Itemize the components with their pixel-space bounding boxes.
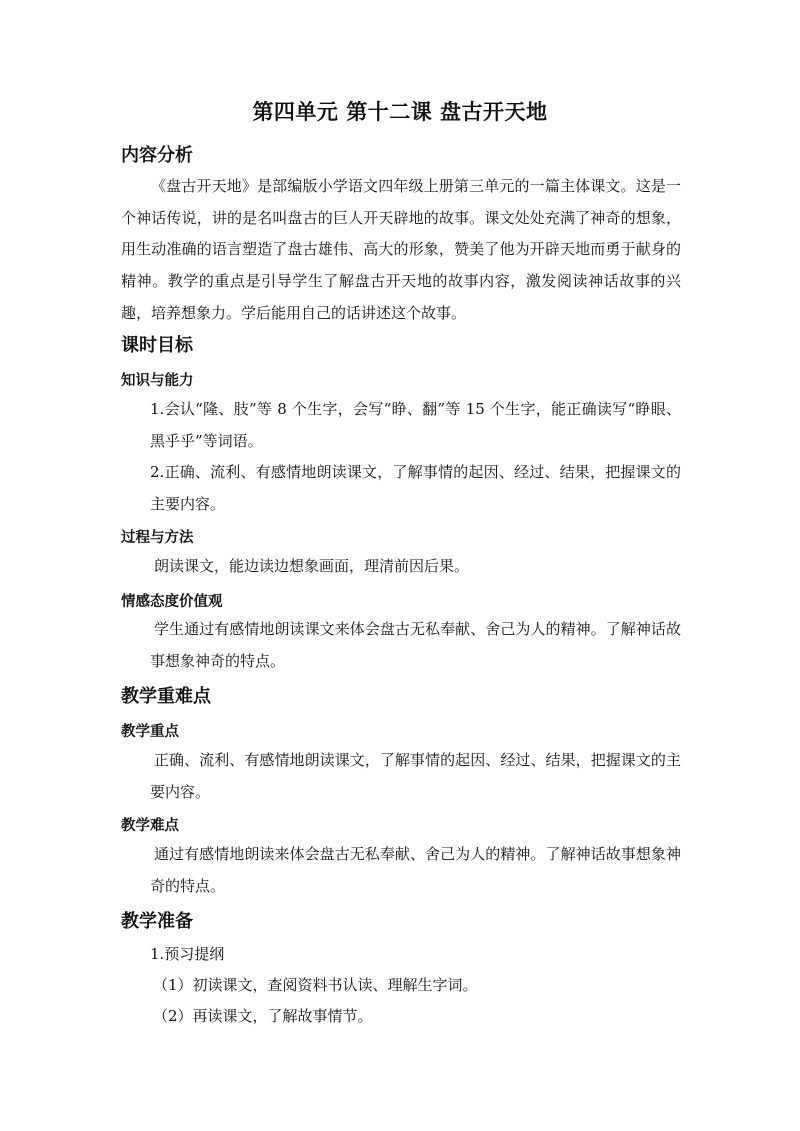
process-paragraph: 朗读课文，能边读边想象画面，理清前因后果。	[154, 557, 470, 575]
subheading-difficulty: 教学难点	[121, 818, 179, 834]
section-heading-preparation: 教学准备	[121, 911, 193, 932]
section-heading-keypoints: 教学重难点	[121, 686, 211, 707]
knowledge-item-1	[150, 394, 681, 457]
prep-outline: 1.预习提纲	[150, 945, 225, 963]
knowledge-item-2	[150, 457, 681, 520]
difficulty-paragraph: 通过有感情地朗读来体会盘古无私奉献、舍己为人的精神。了解神话故事想象神奇的特点。	[150, 845, 681, 895]
page-title: 第四单元 第十二课 盘古开天地	[252, 100, 548, 124]
focus-paragraph: 正确、流利、有感情地朗读课文，了解事情的起因、经过、结果，把握课文的主要内容。	[150, 751, 681, 801]
prep-step-1: （1）初读课文，查阅资料书认读、理解生字词。	[153, 976, 478, 994]
subheading-process: 过程与方法	[121, 530, 194, 546]
subheading-focus: 教学重点	[121, 724, 179, 740]
knowledge-item-2-text: 2.正确、流利、有感情地朗读课文，了解事情的起因、经过、结果，把握课文的主要内容。	[150, 463, 681, 513]
analysis-paragraph: 《盘古开天地》是部编版小学语文四年级上册第三单元的一篇主体课文。这是一个神话传说，讲的是名叫盘古的巨人开天辟地的故事。课文处处充满了神奇的想象，用生动准确的语言塑造了盘古雄伟、高大的形象，赞美了他为开辟天地而勇于献身的精神。教学的重点是引导学生了解盘古开天地的故事内容，激发阅读神话故事的兴趣，培养想象力。学后能用自己的话讲述这个故事。	[121, 177, 681, 322]
knowledge-item-1-text: 1.会认“隆、肢”等 8 个生字，会写“睁、翻”等 15 个生字，能正确读写“睁眼、黑乎乎”等词语。	[150, 400, 681, 450]
section-heading-analysis: 内容分析	[121, 145, 193, 166]
section-heading-goals: 课时目标	[121, 335, 193, 356]
emotion-paragraph: 学生通过有感情地朗读课文来体会盘古无私奉献、舍己为人的精神。了解神话故事想象神奇的特点。	[150, 620, 681, 670]
subheading-knowledge: 知识与能力	[121, 373, 194, 389]
subheading-emotion: 情感态度价值观	[121, 594, 223, 610]
prep-step-2: （2）再读课文，了解故事情节。	[153, 1007, 373, 1025]
